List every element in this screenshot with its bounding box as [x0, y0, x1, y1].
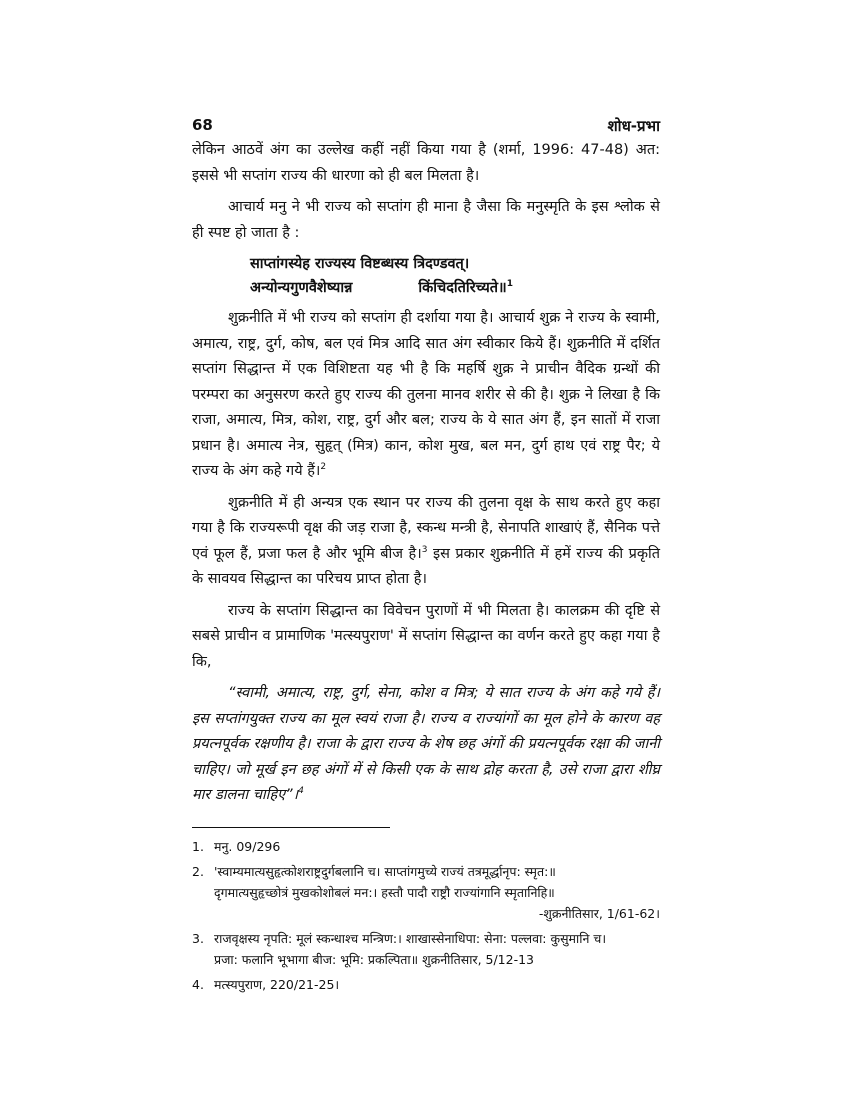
footnote-ref-1: 1 — [506, 279, 513, 290]
footnote-divider — [192, 827, 390, 828]
footnote-source: -शुक्रनीतिसार, 1/61-62। — [538, 905, 660, 921]
footnote-text: 'स्वाम्यमात्यसुहृत्कोशराष्ट्रदुर्गबलानि च। साप्तांगमुच्ये राज्यं तत्रमूर्द्धानृप: स्मृत:॥ — [214, 863, 556, 879]
footnote-text: दृगमात्यसुहृच्छोत्रं मुखकोशोबलं मन:। हस्तौ पादौ राष्ट्रौ राज्यांगानि स्मृतानिहि॥ — [214, 884, 555, 900]
journal-name: शोध-प्रभा — [607, 117, 660, 135]
page-header — [192, 112, 660, 138]
verse-line-2-second-half: किंचिदतिरिच्यते॥ — [418, 280, 507, 296]
paragraph-2: आचार्य मनु ने भी राज्य को सप्तांग ही माना है जैसा कि मनुस्मृति के इस श्लोक से ही स्पष्ट हो जाता है : — [192, 199, 660, 241]
footnote-2 — [192, 861, 660, 924]
verse-line-2-first-half: अन्योन्यगुणवैशेष्यान्न — [250, 280, 353, 296]
paragraph-5: राज्य के सप्तांग सिद्धान्त का विवेचन पुराणों में भी मिलता है। कालक्रम की दृष्टि से सबसे प्राचीन व प्रामाणिक 'मत्स्यपुराण' में सप्तांग सिद्धान्त का वर्णन करते हुए कहा गया है कि, — [192, 602, 660, 670]
page-number: 68 — [192, 116, 213, 134]
paragraph-4-text-a: शुक्रनीति में ही अन्यत्र एक स्थान पर राज्य की तुलना वृक्ष के साथ करते हुए कहा गया है कि राज्यरूपी वृक्ष की जड़ राजा है, स्कन्ध मन्त्री है, सेनापति शाखाएं हैं, सैनिक पत्ते एवं फूल हैं, प्रजा फल है और भूमि बीज है। — [192, 494, 660, 562]
footnote-4 — [192, 974, 660, 995]
footnote-text: प्रजा: फलानि भूभागा बीज: भूमि: प्रकल्पिता॥ शुक्रनीतिसार, 5/12-13 — [214, 951, 534, 967]
paragraph-4 — [192, 491, 660, 593]
footnote-number: 3. — [192, 930, 204, 946]
footnote-ref-2: 2 — [320, 462, 327, 473]
footnote-1 — [192, 836, 660, 857]
footnote-number: 2. — [192, 863, 204, 879]
verse-line-1: साप्तांगस्येह राज्यस्य विष्टब्धस्य त्रिदण्डवत्। — [250, 256, 470, 272]
verse-line-2 — [250, 276, 660, 300]
sanskrit-verse — [250, 252, 660, 300]
paragraph-3 — [192, 306, 660, 485]
paragraph-3-text: शुक्रनीति में भी राज्य को सप्तांग ही दर्शाया गया है। आचार्य शुक्र ने राज्य के स्वामी, अमात्य, राष्ट्र, दुर्ग, कोष, बल एवं मित्र आदि सात अंग स्वीकार किये हैं। शुक्रनीति में दर्शित सप्तांग सिद्धान्त में एक विशिष्टता यह भी है कि महर्षि शुक्र ने प्राचीन वैदिक ग्रन्थों की परम्परा का अनुसरण करते हुए राज्य की तुलना मानव शरीर से की है। शुक्र ने लिखा है कि राजा, अमात्य, मित्र, कोश, राष्ट्र, दुर्ग और बल; राज्य के ये सात अंग हैं, इन सातों में राजा प्रधान है। अमात्य नेत्र, सुहृत् (मित्र) कान, कोश मुख, बल मन, दुर्ग हाथ एवं राष्ट्र पैर; ये राज्य के अंग कहे गये हैं। — [192, 310, 660, 479]
paragraph-4-text-b: इस प्रकार शुक्रनीति में हमें राज्य की प्रकृति के सावयव सिद्धान्त का परिचय प्राप्त होता है। — [192, 545, 660, 587]
footnote-number: 4. — [192, 976, 204, 992]
footnote-ref-3: 3 — [421, 544, 428, 555]
document-page — [192, 112, 660, 995]
footnote-3 — [192, 928, 660, 970]
footnote-text: राजवृक्षस्य नृपति: मूलं स्कन्धाश्च मन्त्रिण:। शाखास्सेनाधिपा: सेना: पल्लवा: कुसुमानि च। — [214, 930, 607, 946]
footnotes — [192, 836, 660, 995]
paragraph-1: लेकिन आठवें अंग का उल्लेख कहीं नहीं किया गया है (शर्मा, 1996: 47-48) अत: इससे भी सप्तांग राज्य की धारणा को ही बल मिलता है। — [192, 142, 660, 184]
block-quote-text: “स्वामी, अमात्य, राष्ट्र, दुर्ग, सेना, कोश व मित्र; ये सात राज्य के अंग कहे गये हैं। इस सप्तांगयुक्त राज्य का मूल स्वयं राजा है। राज्य व राज्यांगों का मूल होने के कारण वह प्रयत्नपूर्वक रक्षणीय है। राजा के द्वारा राज्य के शेष छह अंगों की प्रयत्नपूर्वक रक्षा की जानी चाहिए। जो मूर्ख इन छह अंगों में से किसी एक के साथ द्रोह करता है, उसे राजा द्वारा शीघ्र मार डालना चाहिए”। — [192, 685, 660, 803]
footnote-number: 1. — [192, 838, 204, 854]
footnote-text: मत्स्यपुराण, 220/21-25। — [214, 976, 340, 992]
block-quote — [192, 681, 660, 809]
footnote-text: मनु. 09/296 — [214, 838, 281, 854]
footnote-ref-4: 4 — [298, 786, 304, 797]
